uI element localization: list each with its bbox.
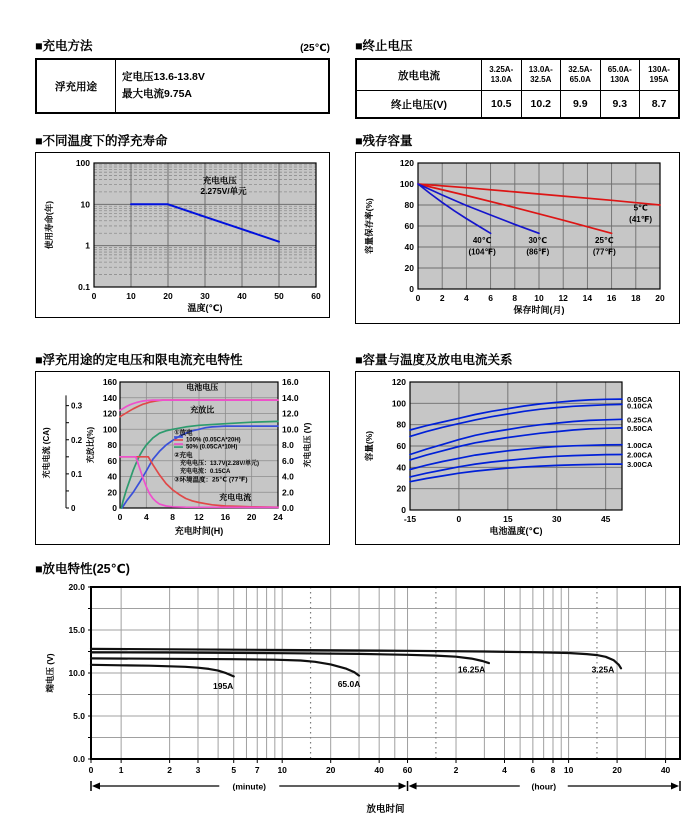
current-range-cell: 3.25A- 13.0A (482, 59, 522, 91)
svg-text:(104℉): (104℉) (468, 247, 496, 257)
svg-text:16: 16 (606, 293, 617, 303)
capacity-temperature-title: ■容量与温度及放电电流关系 (355, 353, 513, 367)
svg-text:0.1: 0.1 (78, 282, 90, 292)
current-range-cell: 13.0A- 32.5A (521, 59, 561, 91)
end-voltage-label: 终止电压(V) (356, 91, 482, 119)
end-voltage-value: 9.9 (561, 91, 601, 119)
charging-spec-cell (116, 59, 330, 113)
svg-text:120: 120 (391, 377, 406, 387)
svg-text:0: 0 (71, 504, 76, 513)
svg-text:16.25A: 16.25A (457, 664, 486, 675)
svg-text:20: 20 (404, 263, 414, 273)
svg-text:195A: 195A (212, 680, 234, 691)
svg-text:12: 12 (558, 293, 568, 303)
svg-text:充电电压 (V): 充电电压 (V) (303, 422, 312, 468)
charts-row-1 (35, 131, 697, 324)
end-voltage-value: 10.2 (521, 91, 561, 119)
svg-text:60: 60 (402, 765, 413, 775)
svg-text:30: 30 (200, 291, 210, 301)
svg-text:②充电: ②充电 (173, 452, 193, 460)
svg-text:5.0: 5.0 (73, 711, 85, 721)
svg-text:2: 2 (167, 765, 172, 775)
svg-text:40: 40 (396, 462, 406, 473)
svg-text:充电电压: 充电电压 (202, 175, 237, 186)
svg-text:65.0A: 65.0A (337, 679, 361, 690)
svg-text:10: 10 (126, 291, 136, 301)
svg-text:60: 60 (311, 291, 321, 301)
svg-text:14: 14 (582, 293, 593, 303)
charging-method-header (35, 36, 330, 54)
float-life-chart-box (35, 152, 330, 318)
section-end-voltage (355, 36, 680, 119)
svg-text:100: 100 (399, 179, 414, 189)
svg-text:120: 120 (102, 408, 117, 419)
battery-datasheet-page (0, 36, 697, 836)
svg-text:40: 40 (237, 291, 247, 301)
svg-text:5℃: 5℃ (633, 203, 648, 213)
svg-text:(41℉): (41℉) (629, 214, 653, 224)
current-range-cell: 130A- 195A (640, 59, 680, 91)
section-capacity-temperature (355, 350, 680, 545)
svg-text:8.0: 8.0 (282, 440, 294, 450)
svg-text:(86℉): (86℉) (526, 247, 550, 257)
svg-text:60: 60 (396, 441, 406, 451)
svg-text:20: 20 (163, 291, 173, 301)
end-voltage-table (355, 58, 680, 119)
max-current-spec: 最大电流9.75A (122, 88, 193, 100)
svg-text:40: 40 (660, 765, 671, 775)
svg-text:20: 20 (107, 487, 117, 498)
svg-text:0.05CA: 0.05CA (627, 395, 653, 405)
end-voltage-header (355, 36, 680, 54)
svg-text:25℃: 25℃ (595, 235, 614, 245)
svg-text:40: 40 (107, 471, 117, 482)
end-voltage-value: 10.5 (482, 91, 522, 119)
top-tables-row (35, 36, 697, 119)
svg-text:10: 10 (80, 199, 90, 210)
svg-text:放电时间: 放电时间 (366, 804, 405, 815)
svg-text:100: 100 (102, 424, 117, 435)
discharge-characteristics-title: ■放电特性(25℃) (35, 562, 130, 576)
svg-text:0: 0 (401, 505, 406, 515)
section-discharge-characteristics (35, 559, 690, 819)
charging-characteristics-chart (38, 374, 325, 542)
svg-text:充电时间(H): 充电时间(H) (174, 526, 224, 536)
capacity-temperature-chart-box (355, 371, 680, 545)
svg-text:4: 4 (143, 512, 149, 522)
svg-text:40: 40 (404, 242, 414, 252)
svg-text:40: 40 (374, 765, 384, 775)
svg-text:(77℉): (77℉) (592, 247, 616, 257)
float-life-title: ■不同温度下的浮充寿命 (35, 134, 168, 148)
temperature-note: (25℃) (300, 43, 330, 54)
svg-text:20: 20 (325, 765, 336, 775)
svg-text:0.3: 0.3 (71, 401, 83, 411)
charging-characteristics-title: ■浮充用途的定电压和限电流充电特性 (35, 353, 243, 367)
svg-text:0.0: 0.0 (73, 754, 85, 764)
svg-text:10.0: 10.0 (68, 668, 85, 678)
charging-method-table (35, 58, 330, 114)
svg-text:1.00CA: 1.00CA (627, 440, 653, 450)
svg-text:保存时间(月): 保存时间(月) (513, 305, 565, 315)
charts-row-2 (35, 350, 697, 545)
svg-text:2.275V/单元: 2.275V/单元 (200, 185, 247, 196)
discharge-characteristics-chart (35, 581, 690, 819)
svg-text:0: 0 (117, 512, 123, 522)
svg-text:0: 0 (91, 291, 97, 301)
section-float-life (35, 131, 330, 324)
svg-text:8: 8 (512, 293, 518, 303)
svg-text:容量(%): 容量(%) (364, 430, 374, 462)
svg-text:80: 80 (404, 200, 414, 210)
svg-text:2: 2 (453, 765, 459, 775)
svg-text:充电电流: 充电电流 (219, 493, 252, 503)
svg-text:10: 10 (534, 293, 544, 303)
charging-method-title: ■充电方法 (35, 39, 93, 53)
svg-text:14.0: 14.0 (282, 392, 299, 403)
svg-text:1: 1 (118, 765, 124, 775)
svg-text:充电电压：13.7V(2.28V/单元): 充电电压：13.7V(2.28V/单元) (179, 461, 260, 468)
svg-text:使用寿命(年): 使用寿命(年) (44, 200, 54, 250)
svg-text:0: 0 (456, 514, 462, 524)
svg-text:5: 5 (231, 765, 237, 775)
svg-text:15: 15 (503, 514, 513, 524)
svg-text:0.0: 0.0 (282, 503, 294, 513)
charging-characteristics-chart-box (35, 371, 330, 545)
svg-text:10: 10 (563, 765, 574, 775)
section-charging-characteristics (35, 350, 330, 545)
svg-text:3.25A: 3.25A (591, 664, 615, 675)
svg-text:60: 60 (107, 455, 117, 466)
svg-text:4: 4 (464, 293, 469, 303)
end-voltage-value: 9.3 (600, 91, 640, 119)
svg-text:0: 0 (415, 293, 421, 303)
svg-text:电池温度(℃): 电池温度(℃) (489, 526, 543, 536)
capacity-temperature-chart (358, 374, 675, 542)
svg-text:1: 1 (85, 240, 90, 251)
svg-text:120: 120 (399, 158, 414, 168)
svg-text:充电电流：0.15CA: 充电电流：0.15CA (179, 468, 231, 475)
svg-text:100: 100 (75, 158, 90, 168)
svg-text:端电压 (V): 端电压 (V) (45, 653, 55, 693)
svg-text:6.0: 6.0 (282, 455, 294, 466)
svg-text:7: 7 (254, 765, 260, 775)
svg-text:18: 18 (631, 293, 641, 303)
svg-text:20: 20 (246, 512, 257, 522)
svg-text:45: 45 (600, 514, 611, 524)
svg-text:充电电流 (CA): 充电电流 (CA) (42, 427, 51, 479)
svg-text:0.1: 0.1 (71, 469, 83, 479)
svg-text:24: 24 (273, 512, 283, 522)
table-row (356, 59, 679, 91)
end-voltage-value: 8.7 (640, 91, 680, 119)
svg-text:0.2: 0.2 (71, 435, 83, 445)
svg-text:40℃: 40℃ (472, 235, 492, 245)
svg-text:80: 80 (107, 440, 117, 450)
svg-text:2: 2 (439, 293, 445, 303)
svg-text:10.0: 10.0 (282, 424, 299, 435)
svg-text:0.25CA: 0.25CA (627, 415, 653, 425)
svg-text:6: 6 (488, 293, 493, 303)
svg-text:2.0: 2.0 (282, 487, 294, 498)
svg-text:30: 30 (552, 514, 562, 524)
svg-text:6: 6 (530, 765, 536, 775)
current-range-cell: 32.5A- 65.0A (561, 59, 601, 91)
svg-text:3: 3 (195, 765, 201, 775)
svg-text:100: 100 (391, 398, 406, 409)
svg-text:60: 60 (404, 221, 414, 231)
svg-text:充放比(%): 充放比(%) (86, 426, 95, 464)
residual-capacity-chart (358, 155, 675, 321)
svg-text:③环境温度：25℃ (77℉): ③环境温度：25℃ (77℉) (173, 476, 248, 484)
discharge-current-label: 放电电流 (356, 59, 482, 91)
end-voltage-title: ■终止电压 (355, 39, 413, 53)
current-range-cell: 65.0A- 130A (600, 59, 640, 91)
section-residual-capacity (355, 131, 680, 324)
svg-text:140: 140 (102, 392, 117, 403)
svg-text:20: 20 (396, 483, 406, 494)
svg-text:20: 20 (655, 293, 665, 303)
svg-text:(hour): (hour) (531, 781, 557, 792)
svg-text:12: 12 (194, 512, 204, 522)
svg-text:80: 80 (396, 419, 406, 430)
section-charging-method (35, 36, 330, 119)
discharge-row (35, 559, 697, 819)
svg-text:0: 0 (112, 503, 117, 513)
svg-text:容量保存率(%): 容量保存率(%) (364, 198, 374, 254)
constant-voltage-spec: 定电压13.6-13.8V (122, 71, 205, 84)
svg-text:4: 4 (502, 765, 507, 775)
svg-text:8: 8 (550, 765, 556, 775)
svg-text:-15: -15 (403, 514, 417, 524)
table-row (36, 59, 329, 113)
table-row (356, 91, 679, 119)
svg-text:16.0: 16.0 (282, 377, 299, 387)
svg-text:充放比: 充放比 (190, 405, 215, 415)
residual-capacity-chart-box (355, 152, 680, 324)
svg-text:8: 8 (170, 512, 176, 522)
float-life-chart (38, 155, 325, 315)
svg-text:0: 0 (88, 765, 94, 775)
svg-text:50% (0.05CA*10H): 50% (0.05CA*10H) (185, 444, 238, 451)
svg-text:50: 50 (274, 291, 284, 301)
float-duty-label: 浮充用途 (36, 59, 116, 113)
svg-text:16: 16 (220, 512, 231, 522)
svg-text:20: 20 (612, 765, 622, 775)
svg-text:4.0: 4.0 (282, 471, 294, 482)
svg-text:3.00CA: 3.00CA (627, 460, 653, 470)
svg-text:160: 160 (102, 377, 117, 387)
svg-text:12.0: 12.0 (282, 408, 299, 419)
svg-text:100% (0.05CA*20H): 100% (0.05CA*20H) (185, 437, 241, 444)
svg-text:(minute): (minute) (232, 781, 267, 792)
svg-text:0.10CA: 0.10CA (627, 401, 653, 411)
svg-text:15.0: 15.0 (68, 625, 85, 635)
svg-text:20.0: 20.0 (68, 582, 85, 592)
svg-text:30℃: 30℃ (528, 235, 548, 245)
svg-text:温度(℃): 温度(℃) (187, 303, 223, 313)
svg-text:2.00CA: 2.00CA (627, 450, 653, 460)
svg-text:10: 10 (277, 765, 287, 775)
svg-text:电池电压: 电池电压 (186, 382, 219, 392)
residual-capacity-title: ■残存容量 (355, 134, 413, 148)
svg-text:0.50CA: 0.50CA (627, 423, 653, 433)
svg-text:0: 0 (409, 284, 414, 294)
svg-text:①放电: ①放电 (173, 429, 193, 437)
